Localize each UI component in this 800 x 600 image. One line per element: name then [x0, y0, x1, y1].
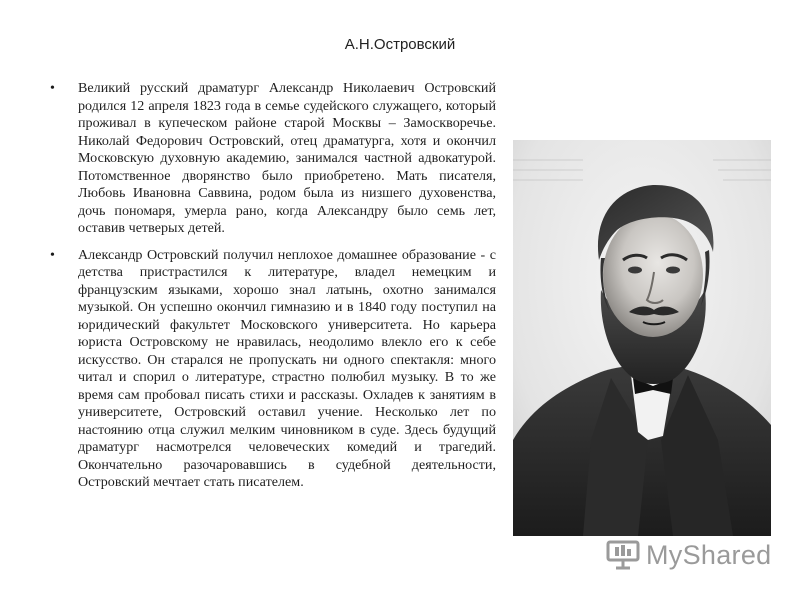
- watermark-text: MyShared: [646, 539, 772, 570]
- presentation-board-icon: [606, 539, 640, 571]
- bullet-marker: •: [50, 247, 55, 263]
- bullet-list: [50, 80, 496, 501]
- slide-title: А.Н.Островский: [344, 36, 456, 53]
- bullet-marker: •: [50, 81, 55, 96]
- portrait-engraving: [513, 140, 771, 536]
- bullet-item: [50, 80, 496, 238]
- bullet-text: Александр Островский получил неплохое домашнее образование - с детства пристрастился к литературе, владел немецким и французским языками, хорошо знал латынь, охотно занимался музыкой. Он успешно окончил гимназию и в 1840 году поступил на юридический факультет Московского университета. Но карьера юриста Островскому не нравилась, неодолимо влекло его к себе искусство. Он старался не пропускать ни одного спектакля: много читал и спорил о литературе, страстно полюбил музыку. В то же время сам пробовал писать стихи и рассказы. Охладев к занятиям в университете, Островский оставил учение. Несколько лет по настоянию отца служил мелким чиновником в суде. Здесь будущий драматург насмотрелся человеческих комедий и трагедий. Окончательно разочаровавшись в судебной деятельности, Островский мечтает стать писателем.: [78, 246, 496, 490]
- bullet-item: [50, 247, 496, 492]
- watermark-logo: [606, 538, 771, 572]
- portrait-image: [513, 140, 771, 536]
- bullet-text: Великий русский драматург Александр Николаевич Островский родился 12 апреля 1823 года в семье судейского служащего, который проживал в купеческом районе старой Москвы – Замоскворечье. Николай Федорович Островский, отец драматурга, хотя и окончил Московскую духовную академию, занимался частной адвокатурой. Потомственное дворянство было приобретено. Мать писателя, Любовь Ивановна Саввина, родом была из низшего духовенства, дочь пономаря, умерла рано, когда Александру было семь лет, оставив четверых детей.: [78, 80, 496, 236]
